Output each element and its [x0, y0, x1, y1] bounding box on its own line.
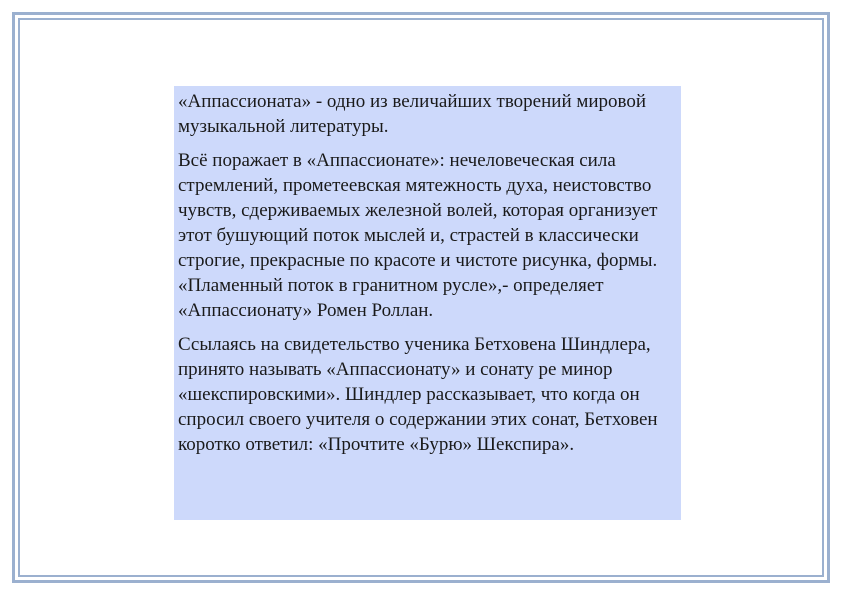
paragraph-schindler: Ссылаясь на свидетельство ученика Бетховена Шиндлера, принято называть «Аппассионату» и сонату ре минор «шекспировскими». Шиндлер рассказывает, что когда он спросил своего учителя о содержании этих сонат, Бетховен коротко ответил: «Прочтите «Бурю» Шекспира».	[178, 334, 658, 455]
text-box	[174, 86, 681, 520]
paragraph-intro: «Аппассионата» - одно из величайших творений мировой музыкальной литературы.	[178, 91, 647, 137]
paragraph-rolland-quote: Всё поражает в «Аппассионате»: нечеловеческая сила стремлений, прометеевская мятежность духа, неистовство чувств, сдерживаемых железной волей, которая организует этот бушующий поток мыслей и, страстей в классически строгие, прекрасные по красоте и чистоте рисунка, формы. «Пламенный поток в гранитном русле»,- определяет «Аппассионату» Ромен Роллан.	[178, 150, 658, 321]
